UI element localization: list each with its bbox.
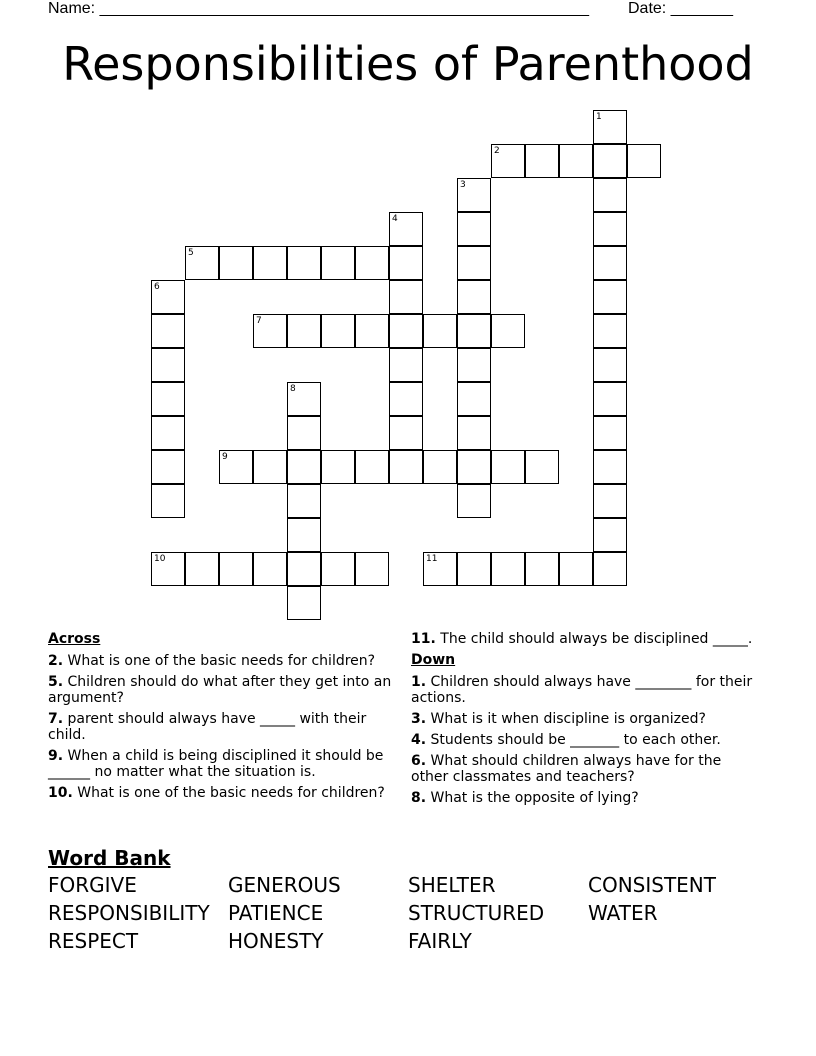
word-bank-title: Word Bank — [48, 846, 171, 870]
crossword-cell[interactable] — [491, 552, 525, 586]
clue-number: 11. — [411, 631, 436, 647]
crossword-cell[interactable] — [355, 314, 389, 348]
clue-number: 8. — [411, 790, 427, 806]
clue-number: 7. — [48, 711, 64, 727]
crossword-cell[interactable] — [151, 314, 185, 348]
crossword-cell[interactable] — [253, 552, 287, 586]
word-bank-item: GENEROUS — [228, 873, 341, 897]
cell-number: 8 — [290, 384, 296, 394]
clue-text: What should children always have for the other classmates and teachers? — [411, 753, 722, 785]
clue-text: What is one of the basic needs for children? — [67, 653, 376, 669]
crossword-cell[interactable] — [219, 552, 253, 586]
cell-number: 4 — [392, 214, 398, 224]
clue-across-2 — [48, 653, 393, 669]
crossword-cell[interactable] — [423, 314, 457, 348]
crossword-cell[interactable] — [355, 450, 389, 484]
cell-number: 10 — [154, 554, 166, 564]
crossword-cell[interactable] — [151, 382, 185, 416]
clue-number: 9. — [48, 748, 64, 764]
clue-down-1 — [411, 674, 756, 706]
clue-number: 3. — [411, 711, 427, 727]
clue-across-7 — [48, 711, 393, 743]
page-title: Responsibilities of Parenthood — [62, 37, 754, 91]
word-bank-item: PATIENCE — [228, 901, 324, 925]
crossword-cell[interactable] — [457, 246, 491, 280]
clue-text: Children should do what after they get into an argument? — [48, 674, 392, 706]
crossword-cell[interactable] — [321, 314, 355, 348]
crossword-cell[interactable] — [151, 416, 185, 450]
crossword-cell[interactable] — [491, 144, 525, 178]
crossword-cell[interactable] — [185, 552, 219, 586]
word-bank-item: RESPONSIBILITY — [48, 901, 210, 925]
word-bank-item: FAIRLY — [408, 929, 472, 953]
crossword-cell[interactable] — [389, 416, 423, 450]
crossword-cell[interactable] — [593, 144, 627, 178]
clue-across-11 — [411, 631, 756, 647]
crossword-cell[interactable] — [355, 552, 389, 586]
clue-across-9 — [48, 748, 393, 780]
clue-across-5 — [48, 674, 393, 706]
crossword-cell[interactable] — [525, 552, 559, 586]
crossword-cell[interactable] — [593, 314, 627, 348]
crossword-cell[interactable] — [287, 382, 321, 416]
word-bank-item: HONESTY — [228, 929, 324, 953]
clue-number: 2. — [48, 653, 64, 669]
clue-number: 4. — [411, 732, 427, 748]
crossword-cell[interactable] — [389, 382, 423, 416]
crossword-cell[interactable] — [151, 552, 185, 586]
cell-number: 6 — [154, 282, 160, 292]
crossword-cell[interactable] — [457, 212, 491, 246]
crossword-cell[interactable] — [321, 246, 355, 280]
word-bank-item: FORGIVE — [48, 873, 137, 897]
word-bank-item: STRUCTURED — [408, 901, 545, 925]
clues-left-column — [48, 631, 393, 806]
crossword-cell[interactable] — [389, 212, 423, 246]
clue-down-3 — [411, 711, 756, 727]
crossword-cell[interactable] — [389, 348, 423, 382]
crossword-cell[interactable] — [559, 552, 593, 586]
crossword-cell[interactable] — [287, 314, 321, 348]
crossword-cell[interactable] — [389, 450, 423, 484]
crossword-cell[interactable] — [151, 348, 185, 382]
clue-text: parent should always have _____ with their child. — [48, 711, 367, 743]
crossword-cell[interactable] — [457, 314, 491, 348]
cell-number: 5 — [188, 248, 194, 258]
clue-number: 10. — [48, 785, 73, 801]
word-bank-item: RESPECT — [48, 929, 139, 953]
clue-text: Students should be _______ to each other. — [430, 732, 721, 748]
clues-right-column — [411, 631, 756, 811]
crossword-cell[interactable] — [321, 552, 355, 586]
crossword-cell[interactable] — [355, 246, 389, 280]
crossword-cell[interactable] — [457, 348, 491, 382]
cell-number: 9 — [222, 452, 228, 462]
crossword-cell[interactable] — [525, 144, 559, 178]
crossword-cell[interactable] — [389, 314, 423, 348]
crossword-cell[interactable] — [457, 416, 491, 450]
clue-text: The child should always be disciplined _____. — [440, 631, 753, 647]
crossword-cell[interactable] — [593, 552, 627, 586]
crossword-cell[interactable] — [287, 246, 321, 280]
crossword-cell[interactable] — [389, 280, 423, 314]
crossword-cell[interactable] — [151, 484, 185, 518]
crossword-cell[interactable] — [457, 280, 491, 314]
crossword-cell[interactable] — [253, 314, 287, 348]
cell-number: 3 — [460, 180, 466, 190]
crossword-cell[interactable] — [593, 518, 627, 552]
crossword-cell[interactable] — [593, 416, 627, 450]
clue-text: What is the opposite of lying? — [430, 790, 639, 806]
date-field-label: Date: _______ — [628, 0, 733, 17]
crossword-cell[interactable] — [185, 246, 219, 280]
word-bank-item: WATER — [588, 901, 658, 925]
crossword-cell[interactable] — [219, 246, 253, 280]
crossword-cell[interactable] — [457, 178, 491, 212]
clue-number: 6. — [411, 753, 427, 769]
crossword-cell[interactable] — [491, 450, 525, 484]
crossword-cell[interactable] — [287, 586, 321, 620]
crossword-cell[interactable] — [287, 450, 321, 484]
clue-down-4 — [411, 732, 756, 748]
word-bank — [48, 874, 768, 952]
crossword-cell[interactable] — [253, 246, 287, 280]
clue-number: 5. — [48, 674, 64, 690]
crossword-cell[interactable] — [287, 518, 321, 552]
clue-text: When a child is being disciplined it should be ______ no matter what the situation is. — [48, 748, 384, 780]
crossword-cell[interactable] — [593, 280, 627, 314]
crossword-cell[interactable] — [423, 450, 457, 484]
clue-text: Children should always have ________ for their actions. — [411, 674, 753, 706]
name-field-label: Name: _______________________________________________________ — [48, 0, 589, 17]
crossword-cell[interactable] — [491, 314, 525, 348]
crossword-cell[interactable] — [287, 484, 321, 518]
crossword-cell[interactable] — [151, 450, 185, 484]
crossword-cell[interactable] — [593, 246, 627, 280]
crossword-cell[interactable] — [423, 552, 457, 586]
clue-text: What is one of the basic needs for children? — [77, 785, 385, 801]
crossword-cell[interactable] — [593, 382, 627, 416]
crossword-cell[interactable] — [627, 144, 661, 178]
crossword-cell[interactable] — [457, 382, 491, 416]
crossword-cell[interactable] — [457, 484, 491, 518]
crossword-cell[interactable] — [287, 416, 321, 450]
clue-across-10 — [48, 785, 393, 801]
across-heading: Across — [48, 631, 101, 647]
cell-number: 7 — [256, 316, 262, 326]
crossword-cell[interactable] — [457, 552, 491, 586]
crossword-cell[interactable] — [593, 484, 627, 518]
crossword-cell[interactable] — [457, 450, 491, 484]
word-bank-item: SHELTER — [408, 873, 496, 897]
crossword-cell[interactable] — [219, 450, 253, 484]
crossword-cell[interactable] — [593, 450, 627, 484]
cell-number: 2 — [494, 146, 500, 156]
clue-number: 1. — [411, 674, 427, 690]
crossword-cell[interactable] — [389, 246, 423, 280]
crossword-cell[interactable] — [287, 552, 321, 586]
down-heading: Down — [411, 652, 456, 668]
crossword-cell[interactable] — [593, 212, 627, 246]
crossword-cell[interactable] — [593, 110, 627, 144]
clue-text: What is it when discipline is organized? — [430, 711, 706, 727]
crossword-cell[interactable] — [559, 144, 593, 178]
crossword-cell[interactable] — [593, 178, 627, 212]
cell-number: 11 — [426, 554, 438, 564]
clue-down-8 — [411, 790, 756, 806]
crossword-cell[interactable] — [253, 450, 287, 484]
crossword-cell[interactable] — [151, 280, 185, 314]
cell-number: 1 — [596, 112, 602, 122]
crossword-cell[interactable] — [593, 348, 627, 382]
word-bank-item: CONSISTENT — [588, 873, 716, 897]
clue-down-6 — [411, 753, 756, 785]
crossword-cell[interactable] — [321, 450, 355, 484]
crossword-cell[interactable] — [525, 450, 559, 484]
